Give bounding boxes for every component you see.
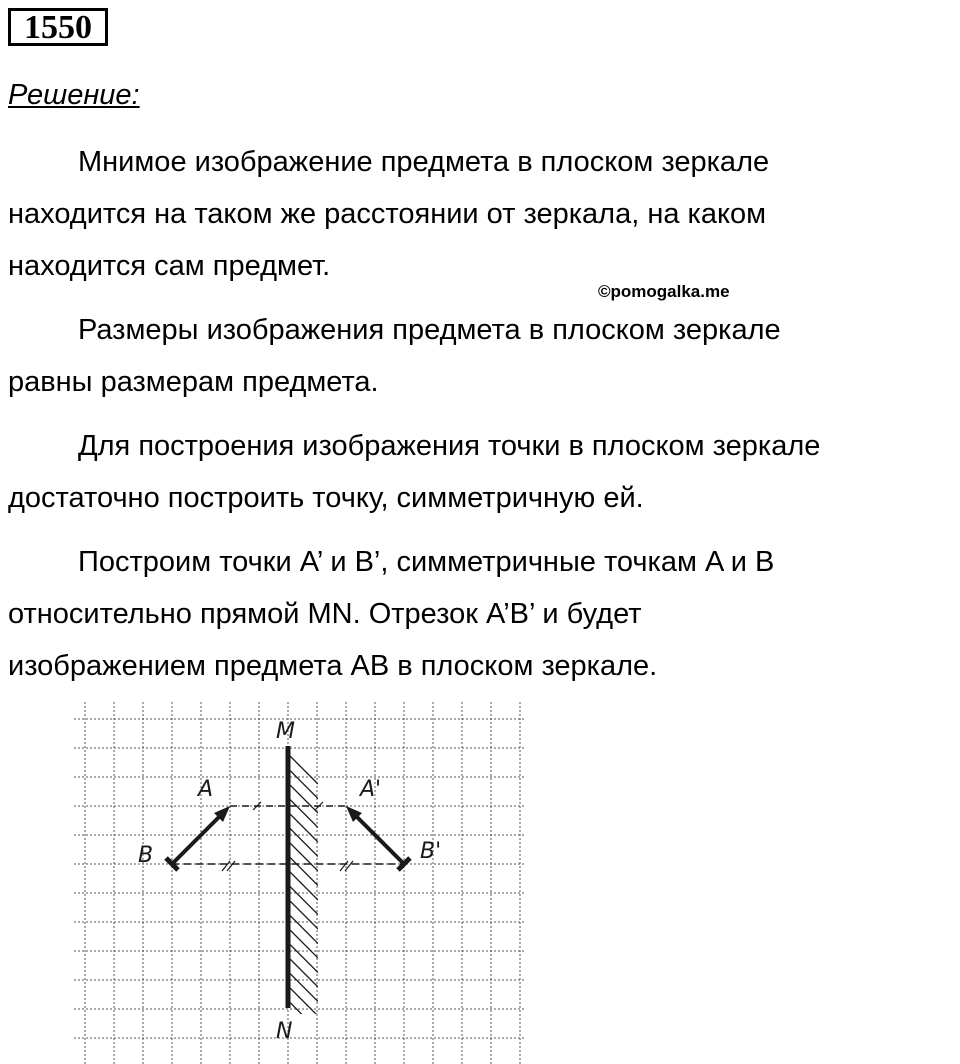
hatch-line	[288, 914, 318, 944]
paragraph-1: Мнимое изображение предмета в плоском зеркале находится на таком же расстоянии от зеркала, на каком находится сам предмет.	[8, 146, 770, 282]
hatch-line	[288, 798, 318, 828]
watermark: ©pomogalka.me	[598, 282, 730, 301]
hatch-line	[288, 827, 318, 857]
grid	[74, 702, 526, 1064]
hatch-line	[288, 1030, 318, 1060]
label-a: A	[198, 777, 214, 802]
paragraph-3: Для построения изображения точки в плоском зеркале достаточно построить точку, симметричную ей.	[8, 430, 821, 514]
solution-heading: Решение:	[8, 79, 140, 111]
label-a-prime: A'	[360, 777, 382, 802]
hatch-line	[288, 754, 318, 784]
hatch-line	[288, 841, 318, 871]
hatch-line	[288, 986, 318, 1016]
hatch-line	[288, 885, 318, 915]
hatch-line	[288, 899, 318, 929]
paragraph-2: Размеры изображения предмета в плоском зеркале равны размерам предмета.	[8, 314, 781, 398]
label-b-prime: B'	[420, 839, 442, 864]
hatch-line	[288, 783, 318, 813]
hatch-line	[288, 769, 318, 799]
mirror-hatching	[288, 754, 318, 1060]
hatch-line	[288, 943, 318, 973]
hatch-line	[288, 972, 318, 1002]
hatch-line	[288, 812, 318, 842]
hatch-line	[288, 1001, 318, 1031]
hatch-line	[288, 928, 318, 958]
hatch-line	[288, 870, 318, 900]
hatch-line	[288, 856, 318, 886]
task-number: 1550	[8, 8, 108, 46]
mirror-figure	[70, 698, 530, 1064]
object-ab	[172, 812, 224, 864]
paragraph-4: Построим точки A’ и B’, симметричные точкам A и B относительно прямой MN. Отрезок A’B’ и будет изображением предмета AB в плоском зеркале.	[8, 546, 775, 682]
label-b: B	[138, 843, 154, 868]
image-ab	[352, 812, 404, 864]
hatch-line	[288, 1015, 318, 1045]
label-n: N	[276, 1019, 293, 1044]
hatch-line	[288, 957, 318, 987]
label-m: M	[276, 719, 295, 744]
